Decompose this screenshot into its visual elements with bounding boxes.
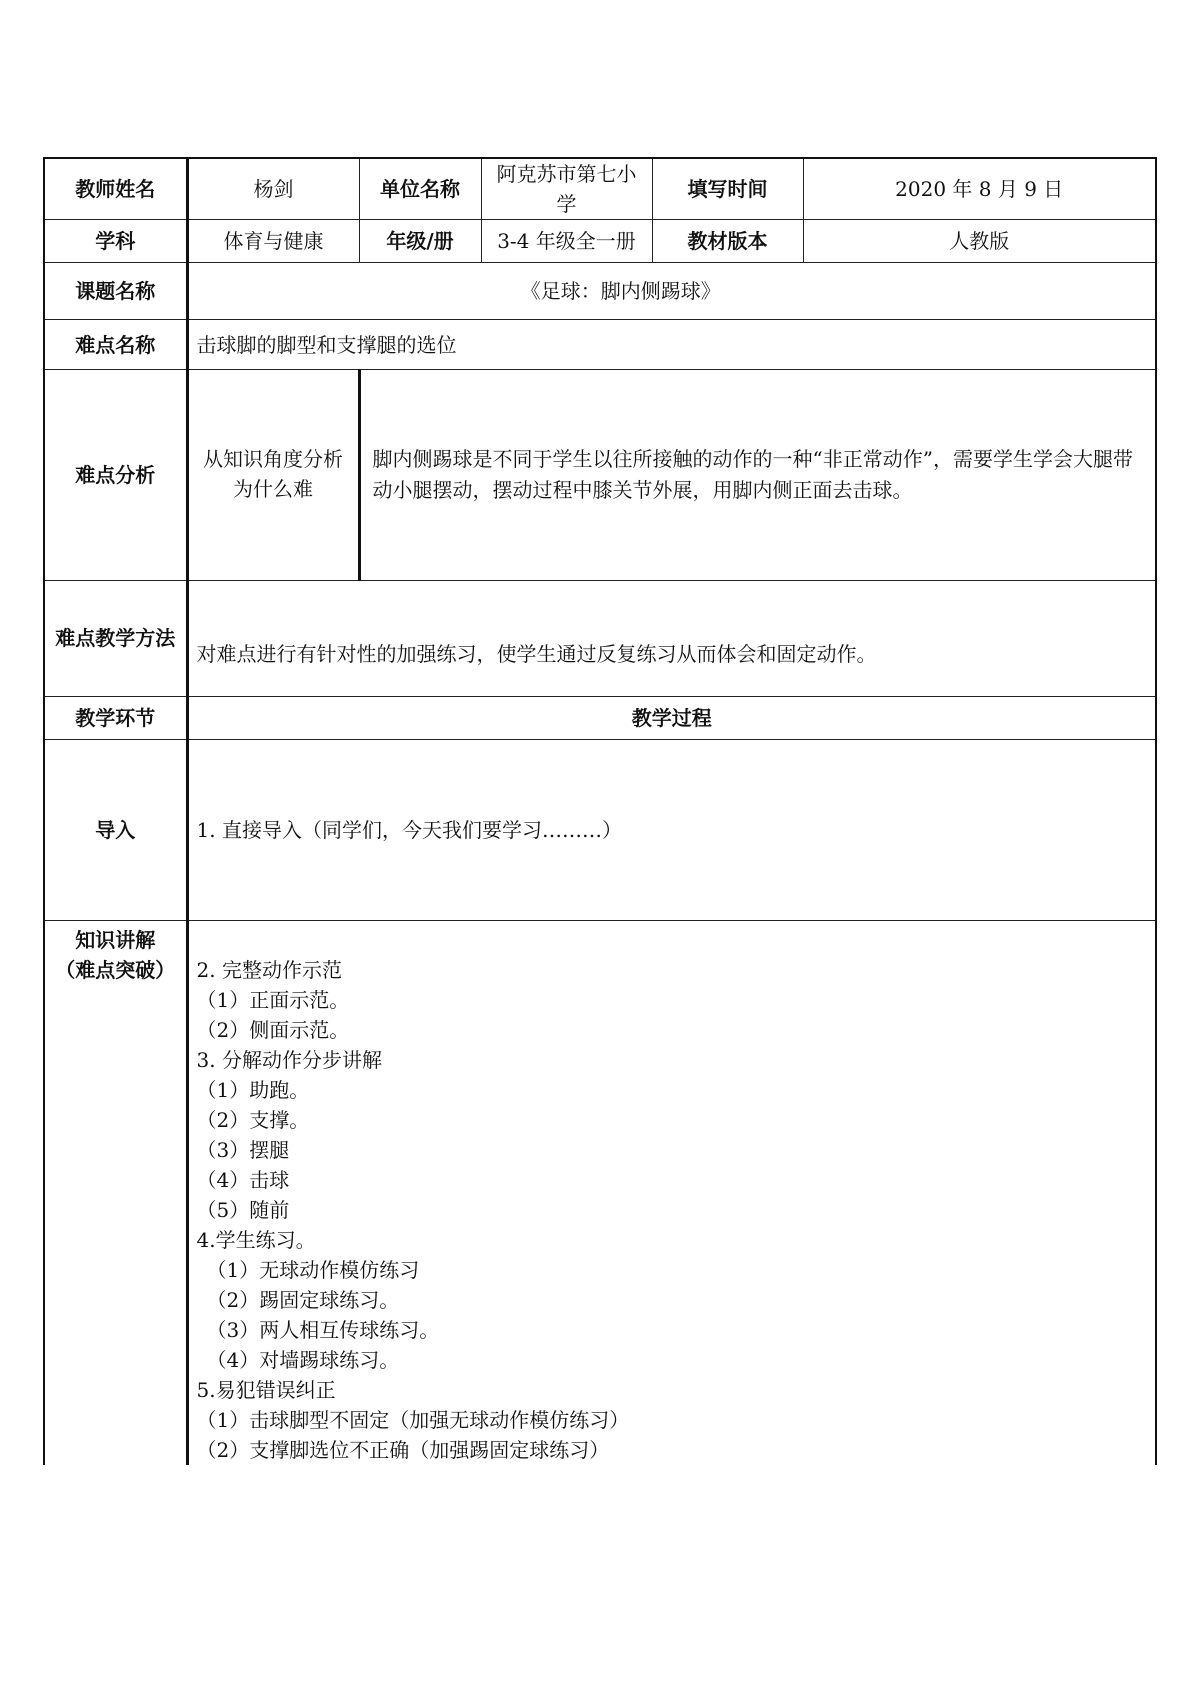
fill-time-label: 填写时间 [652, 158, 803, 220]
edition-label: 教材版本 [652, 220, 803, 263]
unit-name-label: 单位名称 [359, 158, 481, 220]
grade-value: 3-4 年级全一册 [481, 220, 652, 263]
stage-label: 教学环节 [44, 697, 187, 740]
intro-stage-label: 导入 [44, 740, 187, 921]
method-value: 对难点进行有针对性的加强练习，使学生通过反复练习从而体会和固定动作。 [187, 581, 1156, 697]
knowledge-line: （2）踢固定球练习。 [206, 1288, 400, 1312]
topic-label: 课题名称 [44, 263, 187, 320]
subject-label: 学科 [44, 220, 187, 263]
grade-label: 年级/册 [359, 220, 481, 263]
header-row-2 [44, 220, 1156, 263]
knowledge-line: （5）随前 [196, 1198, 290, 1222]
knowledge-line: （3）两人相互传球练习。 [206, 1318, 440, 1342]
knowledge-label-line1: 知识讲解 [75, 928, 156, 952]
unit-name-value: 阿克苏市第七小学 [481, 158, 652, 220]
knowledge-line: 2. 完整动作示范 [196, 958, 342, 982]
knowledge-row [44, 921, 1156, 1466]
knowledge-line: （4）对墙踢球练习。 [206, 1348, 400, 1372]
method-row [44, 581, 1156, 697]
knowledge-line: 4.学生练习。 [196, 1228, 316, 1252]
teacher-name-label: 教师姓名 [44, 158, 187, 220]
knowledge-line: （4）击球 [196, 1168, 290, 1192]
fill-time-value: 2020 年 8 月 9 日 [803, 158, 1156, 220]
topic-value: 《足球：脚内侧踢球》 [187, 263, 1156, 320]
teacher-name-value: 杨剑 [187, 158, 359, 220]
knowledge-line: （2）侧面示范。 [196, 1018, 350, 1042]
process-label: 教学过程 [187, 697, 1156, 740]
knowledge-line: （1）无球动作模仿练习 [206, 1258, 420, 1282]
knowledge-content [187, 921, 1156, 1466]
knowledge-line: （2）支撑。 [196, 1108, 310, 1132]
knowledge-line: （1）正面示范。 [196, 988, 350, 1012]
knowledge-line: （3）摆腿 [196, 1138, 290, 1162]
analysis-row [44, 370, 1156, 581]
subject-value: 体育与健康 [187, 220, 359, 263]
knowledge-line: 3. 分解动作分步讲解 [196, 1048, 382, 1072]
lesson-plan-table [43, 157, 1157, 1465]
difficulty-label: 难点名称 [44, 320, 187, 370]
knowledge-line: （1）助跑。 [196, 1078, 310, 1102]
knowledge-line: （1）击球脚型不固定（加强无球动作模仿练习） [196, 1408, 630, 1432]
difficulty-value: 击球脚的脚型和支撑腿的选位 [187, 320, 1156, 370]
difficulty-row [44, 320, 1156, 370]
topic-row [44, 263, 1156, 320]
analysis-value: 脚内侧踢球是不同于学生以往所接触的动作的一种“非正常动作”，需要学生学会大腿带动小腿摆动，摆动过程中膝关节外展，用脚内侧正面去击球。 [359, 370, 1156, 581]
header-row-1 [44, 158, 1156, 220]
analysis-label: 难点分析 [44, 370, 187, 581]
knowledge-line: （2）支撑脚选位不正确（加强踢固定球练习） [196, 1438, 610, 1462]
intro-row [44, 740, 1156, 921]
knowledge-label [44, 921, 187, 1466]
knowledge-line: 5.易犯错误纠正 [196, 1378, 336, 1402]
intro-value: 1. 直接导入（同学们，今天我们要学习………） [187, 740, 1156, 921]
analysis-sub-label: 从知识角度分析为什么难 [187, 370, 359, 581]
knowledge-label-line2: （难点突破） [55, 958, 176, 982]
method-label: 难点教学方法 [44, 581, 187, 697]
edition-value: 人教版 [803, 220, 1156, 263]
process-header-row [44, 697, 1156, 740]
